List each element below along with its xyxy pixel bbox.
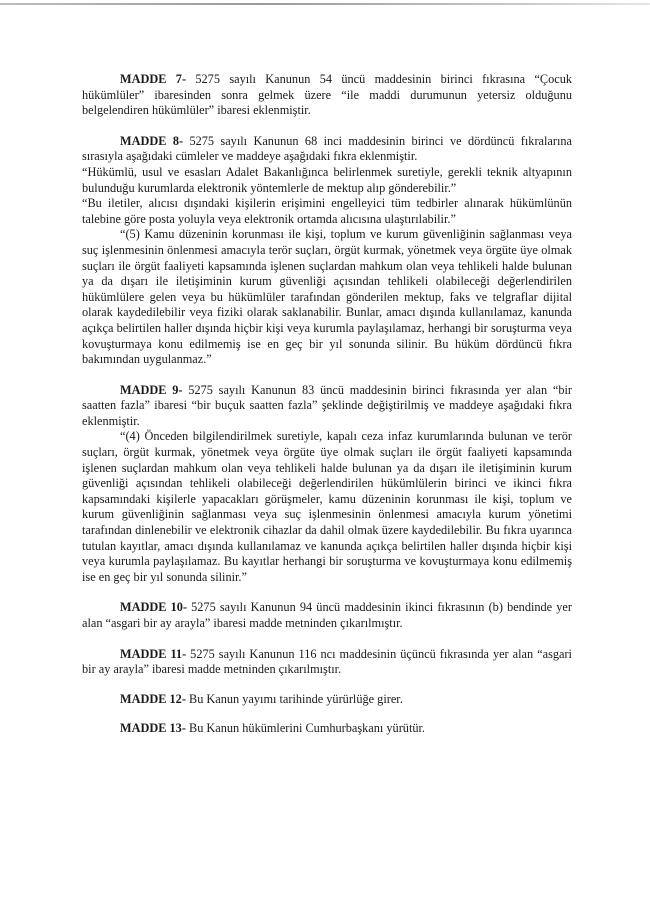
article-7 — [82, 72, 572, 119]
article-text: Bu Kanun yayımı tarihinde yürürlüğe girer. — [185, 691, 403, 706]
article-label: MADDE 10- — [120, 600, 187, 615]
article-8-quote-1: “Hükümlü, usul ve esasları Adalet Bakanlığınca belirlenmek suretiyle, gerekli teknik altyapının bulunduğu kurumlarda elektronik yöntemlerle de mektup alıp gönderebilir.” — [82, 164, 572, 195]
article-label: MADDE 13- — [120, 721, 186, 736]
article-11 — [82, 647, 572, 678]
article-text: 5275 sayılı Kanunun 83 üncü maddesinin birinci fıkrasında yer alan “bir saatten fazla” ibaresi “bir buçuk saatten fazla” şeklinde değiştirilmiş ve maddeye aşağıdaki fıkra eklenmiştir. — [82, 382, 572, 428]
article-8-quote-3: “(5) Kamu düzeninin korunması ile kişi, toplum ve kurum güvenliğinin sağlanması veya suç işlenmesinin önlenmesi amacıyla terör suçları, örgüt kurmak, yönetmek veya örgüte üye olmak suçları ile örgüt faaliyeti kapsamında işlenen suçlardan mahkum olan veya tehlikeli halde bulunan ya da dışarı ile iletişiminin kurum güvenliği açısından tehlikeli olabileceği değerlendirilen hükümlülere gelen veya bu hükümlüler tarafından gönderilen mektup, faks ve telgraflar dijital olarak kaydedilebilir veya fiziki olarak saklanabilir. Bunlar, amacı dışında kullanılamaz, kanunda açıkça belirtilen haller dışında hiçbir kişi veya kurumla paylaşılamaz, herhangi bir soruşturma veya kovuşturmaya konu edilmemiş ise en geç bir yıl sonunda silinir. Bu hüküm dördüncü fıkra bakımından uygulanmaz.” — [82, 227, 572, 367]
article-10 — [82, 600, 572, 631]
document-body — [82, 72, 572, 737]
article-text: 5275 sayılı Kanunun 54 üncü maddesinin birinci fıkrasına “Çocuk hükümlüler” ibaresinden sonra gelmek üzere “ile maddi durumunun yetersiz olduğunu belgelendiren hükümlüler” ibaresi eklenmiştir. — [82, 72, 572, 118]
article-text: 5275 sayılı Kanunun 94 üncü maddesinin ikinci fıkrasının (b) bendinde yer alan “asgari bir ay arayla” ibaresi madde metninden çıkarılmıştır. — [82, 600, 572, 630]
article-text: Bu Kanun hükümlerini Cumhurbaşkanı yürütür. — [185, 721, 426, 736]
article-label: MADDE 8- — [120, 133, 184, 148]
article-label: MADDE 12- — [120, 691, 186, 706]
article-text: 5275 sayılı Kanunun 68 inci maddesinin birinci ve dördüncü fıkralarına sırasıyla aşağıdaki cümleler ve maddeye aşağıdaki fıkra eklenmiştir. — [82, 133, 572, 164]
article-text: 5275 sayılı Kanunun 116 ncı maddesinin üçüncü fıkrasında yer alan “asgari bir ay arayla” ibaresi madde metninden çıkarılmıştır. — [82, 646, 572, 677]
article-8-quote-2: “Bu iletiler, alıcısı dışındaki kişilerin erişimini engelleyici tüm tedbirler alınarak hükümlünün talebine göre posta yoluyla veya elektronik ortamda alıcısına ulaştırılabilir.” — [82, 196, 572, 226]
scan-top-border — [0, 3, 650, 5]
article-9-quote: “(4) Önceden bilgilendirilmek suretiyle, kapalı ceza infaz kurumlarında bulunan ve terör suçları, örgüt kurmak, yönetmek veya örgüte üye olmak suçları ile örgüt faaliyeti kapsamında işlenen suçlardan mahkum olan veya tehlikeli halde bulunan ya da dışarı ile iletişiminin kurum güvenliği açısından tehlikeli olabileceği değerlendirilen hükümlülerin birinci ve ikinci fıkra kapsamındaki kişilerle yapacakları görüşmeler, kamu düzeninin korunması ile kişi, toplum ve kurum güvenliğinin sağlanması veya suç işlenmesinin önlenmesi amacıyla kurum yönetimi tarafından dinlenebilir ve elektronik cihazlar da dahil olmak üzere kaydedilebilir. Bu fıkra uyarınca tutulan kayıtlar, amacı dışında kullanılamaz ve kanunda açıkça belirtilen haller dışında hiçbir kişi veya kurumla paylaşılamaz. Bu kayıtlar herhangi bir soruşturma ve kovuşturmaya konu edilmemiş ise en geç bir yıl sonunda silinir.” — [82, 429, 572, 584]
article-12 — [82, 692, 572, 708]
article-label: MADDE 9- — [120, 382, 183, 397]
article-13 — [82, 721, 572, 737]
article-label: MADDE 11- — [120, 646, 187, 661]
article-8 — [82, 134, 572, 165]
article-9 — [82, 383, 572, 430]
article-label: MADDE 7- — [120, 72, 187, 86]
